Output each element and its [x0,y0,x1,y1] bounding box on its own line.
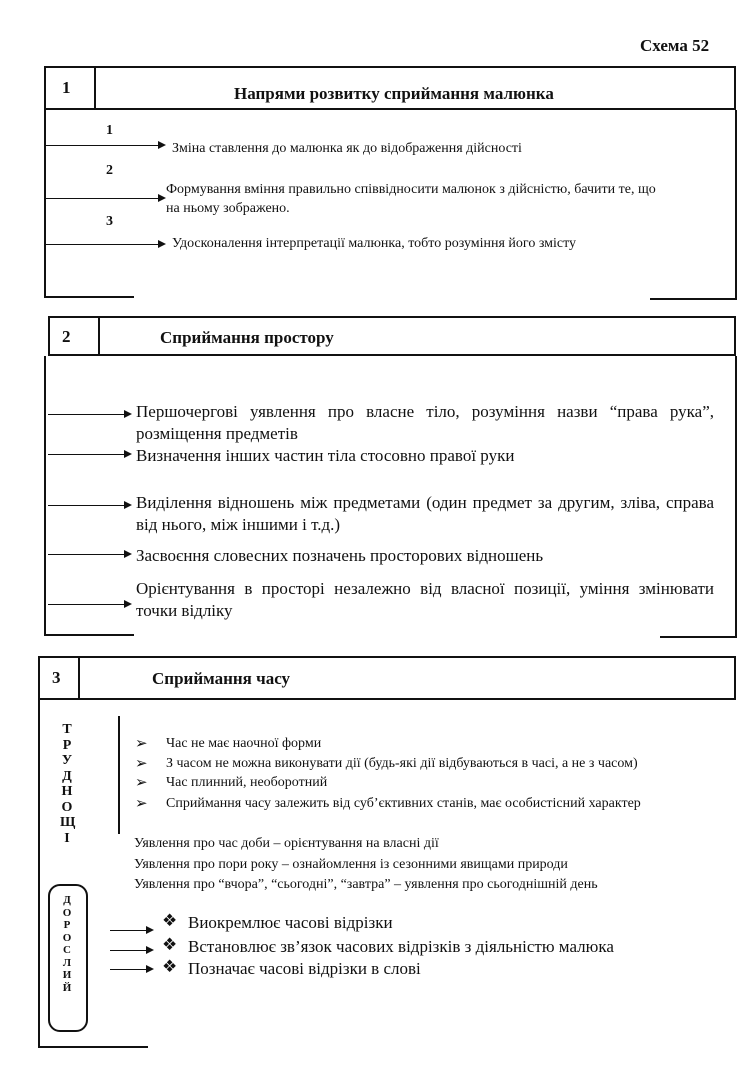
section-2-title: Сприймання простору [160,328,334,347]
section-3-bullet: Сприймання часу залежить від суб’єктивних станів, має особистісний характер [166,796,641,811]
section-3-title: Сприймання часу [152,669,291,688]
section-3-number: 3 [52,668,61,687]
arrow-icon [48,604,130,605]
arrow-icon [110,969,152,970]
arrow-icon [110,930,152,931]
star-bullet-icon: ❖ [162,935,178,954]
scheme-label: Схема 52 [640,36,710,55]
arrow-icon [48,505,130,506]
section-1-number-divider [94,66,96,110]
bullet-marker-icon: ➢ [135,736,148,752]
adult-action: Позначає часові відрізки в слові [188,959,421,978]
section-3-notion: Уявлення про час доби – орієнтування на власні дії [134,836,439,851]
section-2-header-box [48,316,736,356]
arrow-icon [48,554,130,555]
section-1-item-num: 2 [106,163,113,178]
star-bullet-icon: ❖ [162,957,178,976]
bullet-marker-icon: ➢ [135,796,148,812]
section-2-left-border [44,356,46,636]
section-2-bottom-right [660,636,737,638]
section-2-item: Орієнтування в просторі незалежно від власної позиції, уміння змінювати точки відліку [136,579,714,620]
section-3-inner-divider [118,716,120,834]
arrow-icon [46,244,164,245]
bullet-marker-icon: ➢ [135,775,148,791]
section-1-right-border [735,110,737,300]
section-3-notion: Уявлення про “вчора”, “сьогодні”, “завтра” – уявлення про сьогоднішній день [134,877,598,892]
section-3-header-box [38,656,736,700]
section-1-number: 1 [62,78,71,97]
section-3-notion: Уявлення про пори року – ознайомлення із сезонними явищами природи [134,857,568,872]
arrow-icon [46,145,164,146]
arrow-icon [46,198,164,199]
section-1-item-num: 3 [106,214,113,229]
arrow-icon [110,950,152,951]
section-1-item-text: Зміна ставлення до малюнка як до відображення дійсності [172,141,522,156]
adult-action: Встановлює зв’язок часових відрізків з діяльністю малюка [188,937,614,956]
section-3-left-border [38,700,40,1048]
section-3-number-divider [78,656,80,700]
section-3-bottom [38,1046,148,1048]
section-2-right-border [735,356,737,638]
section-2-item: Визначення інших частин тіла стосовно правої руки [136,446,515,465]
section-1-item-text: Формування вміння правильно співвідносити малюнок з дійсністю, бачити те, що на ньому зображено. [166,182,656,216]
section-1-bottom-left [44,296,134,298]
section-2-item: Виділення відношень між предметами (один предмет за другим, зліва, справа від нього, між іншими і т.д.) [136,493,714,534]
section-2-item: Засвоєння словесних позначень просторових відношень [136,546,544,565]
star-bullet-icon: ❖ [162,911,178,930]
section-2-number: 2 [62,327,71,346]
section-2-item: Першочергові уявлення про власне тіло, розуміння назви “права рука”, розміщення предметів [136,402,714,443]
section-3-bullet: З часом не можна виконувати дії (будь-які дії відбуваються в часі, а не з часом) [166,756,638,771]
section-1-item-num: 1 [106,123,113,138]
section-1-item-text: Удосконалення інтерпретації малюнка, тобто розуміння його змісту [172,236,577,251]
arrow-icon [48,454,130,455]
section-3-bullet: Час плинний, необоротний [166,775,328,790]
adults-label: ДОРОСЛИЙ [62,894,72,994]
difficulties-label: ТРУДНОЩІ [60,722,76,846]
arrow-icon [48,414,130,415]
section-2-bottom-left [44,634,134,636]
section-1-bottom-right [650,298,737,300]
bullet-marker-icon: ➢ [135,756,148,772]
section-2-number-divider [98,316,100,356]
section-1-title: Напрями розвитку сприймання малюнка [234,84,554,103]
adult-action: Виокремлює часові відрізки [188,913,393,932]
section-1-left-border [44,110,46,298]
section-3-bullet: Час не має наочної форми [166,736,322,751]
